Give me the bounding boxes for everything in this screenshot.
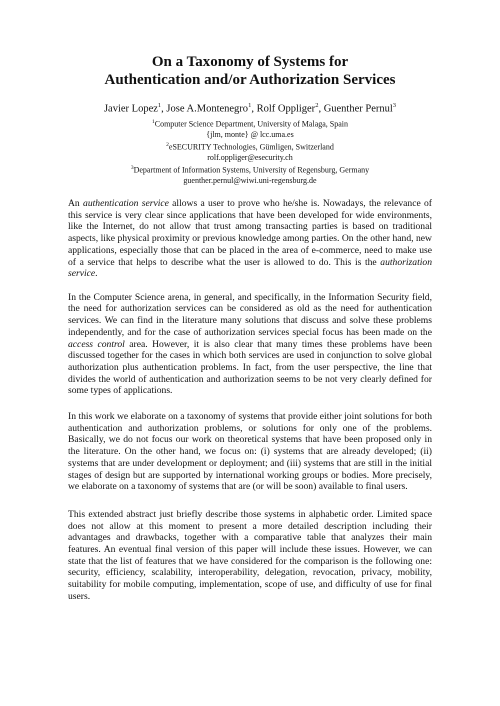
paragraph-text: In the Computer Science arena, in general, and specifically, in the Information Security field, the need for authorization services can be considered as old as the need for authentication services. We can find in the literature many solutions that discuss and solve these problems independently, and for the case of authorization services special focus has been made on the xyxy=(68,291,432,338)
paragraph: This extended abstract just briefly describe those systems in alphabetic order. Limited space does not allow at this moment to present a more detailed description including their advantages and drawbacks, together with a comparative table that analyzes their main features. An eventual final version of this paper will include these issues. However, we can state that the list of features that we have considered for the comparison is the following one: security, efficiency, scalability, interoperability, delegation, revocation, privacy, mobility, suitability for mobile computing, implementation, scope of use, and difficulty of use for final users. xyxy=(68,508,432,602)
title-line-1: On a Taxonomy of Systems for xyxy=(151,54,349,70)
author-name: Jose A.Montenegro xyxy=(166,103,249,115)
author-affil-mark: 1 xyxy=(157,102,162,109)
emphasis-term: authentication service xyxy=(83,198,169,209)
paragraph-text: . xyxy=(95,268,98,280)
affiliation-text: guenther.pernul@wiwi.uni-regensburg.de xyxy=(183,175,317,185)
title-line-2: Authentication and/or Authorization Services xyxy=(104,72,396,88)
affiliation-mark: 3 xyxy=(130,165,134,172)
paragraph-text: allows a user to prove who he/she is. Nowadays, the relevance of this service is very clear since applications that have been developed for wide environments, like the Internet, do not allow that trust among transacting parties is based on traditional aspects, like physical proximity or previous knowledge among parties. On the other hand, new applications, especially those that can be placed in the area of e-commerce, need to make use of a service that helps to describe what the user is allowed to do. This is the xyxy=(68,198,433,268)
author-affil-mark: 1 xyxy=(248,102,252,109)
author-name: Rolf Oppliger xyxy=(256,103,316,115)
affiliation-text: rolf.oppliger@esecurity.ch xyxy=(207,152,293,162)
paragraph-text: area. However, it is also clear that many times these problems have been discussed together for the cases in which both services are used in conjunction to solve global authorization plus authentication problems. In fact, from the user perspective, the line that divides the world of authentication and authorization seems to be not very clearly defined for some types of applications. xyxy=(68,338,433,397)
paragraph: In this work we elaborate on a taxonomy of systems that provide either joint solutions for both authentication and authorization problems, or solutions for only one of the problems. Basically, we do not focus our work on theoretical systems that have been proposed only in the literature. On the other hand, we focus on: (i) systems that are already developed; (ii) systems that are under development or deployment; and (iii) systems that are still in the initial stages of design but are supported by international working groups or bodies. More precisely, we elaborate on a taxonomy of systems that are (or will be soon) available to final users. xyxy=(68,411,432,493)
paper-body xyxy=(68,198,432,617)
author-list: Javier Lopez$^1$, Jose A.Montenegro$^1$, Rolf Oppliger$^2$, Guenther Pernul$^3$ xyxy=(103,102,397,115)
affiliation-email xyxy=(0,176,500,186)
author-affil-mark: 2 xyxy=(315,102,319,109)
affiliation-text: {jlm, monte} @ lcc.uma.es xyxy=(206,129,294,139)
affiliation-email xyxy=(0,153,500,163)
affiliation-mark: 1 xyxy=(151,119,155,125)
emphasis-term: authorization service xyxy=(68,256,432,280)
affiliation-line xyxy=(0,117,500,130)
author-affil-mark: 3 xyxy=(392,102,397,109)
emphasis-term: access control xyxy=(68,338,125,350)
author-name: Guenther Pernul xyxy=(323,103,393,115)
affiliation-mark: 2 xyxy=(166,142,169,149)
affiliation-line xyxy=(0,163,500,176)
affiliation-text: eSECURITY Technologies, Gümligen, Switzerland xyxy=(168,142,334,152)
affiliation-email xyxy=(0,130,500,140)
paragraph xyxy=(68,198,432,280)
affiliation-text: Computer Science Department, University of Malaga, Spain xyxy=(154,119,349,129)
paragraph xyxy=(68,292,432,397)
author-name: Javier Lopez xyxy=(103,103,158,115)
paragraph-text: An xyxy=(68,198,84,209)
paper-title xyxy=(0,53,500,89)
affiliation-text: Department of Information Systems, University of Regensburg, Germany xyxy=(133,165,370,175)
affiliations xyxy=(0,117,500,186)
affiliation-line xyxy=(0,140,500,153)
